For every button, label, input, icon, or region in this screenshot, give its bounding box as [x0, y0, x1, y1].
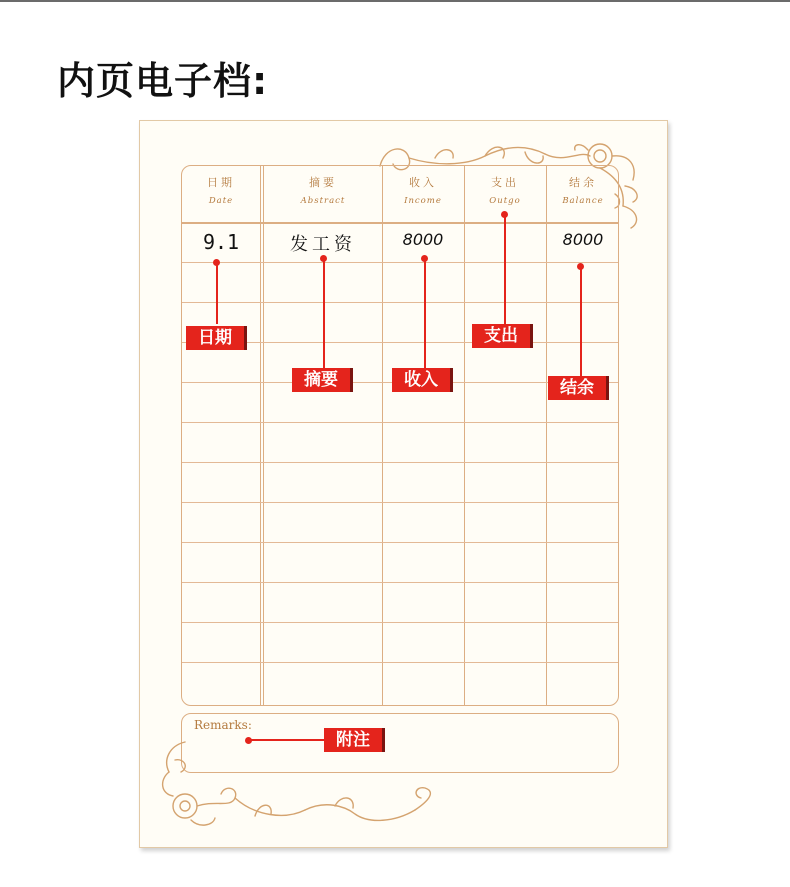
callout-outgo: 支出 — [472, 324, 530, 348]
callout-line — [504, 214, 506, 324]
column-header-en: Balance — [562, 196, 604, 206]
ledger-sheet — [139, 120, 668, 848]
remarks-label: Remarks: — [194, 718, 252, 732]
callout-line — [248, 739, 324, 741]
row-divider — [182, 262, 618, 263]
row-divider — [182, 462, 618, 463]
callout-line — [424, 258, 426, 368]
callout-abstract: 摘要 — [292, 368, 350, 392]
callout-date: 日期 — [186, 326, 244, 350]
row-divider — [182, 342, 618, 343]
callout-balance: 结余 — [548, 376, 606, 400]
column-header-balance — [546, 174, 619, 206]
column-header-zh: 结余 — [569, 176, 597, 189]
callout-line — [580, 266, 582, 376]
row-divider — [182, 302, 618, 303]
callout-income: 收入 — [392, 368, 450, 392]
column-header-zh: 日期 — [207, 176, 235, 189]
column-divider — [464, 166, 465, 705]
column-header-zh: 摘要 — [309, 176, 337, 189]
header-divider — [182, 222, 618, 224]
callout-line — [323, 258, 325, 368]
entry-date: 9.1 — [202, 230, 240, 254]
callout-remarks: 附注 — [324, 728, 382, 752]
column-header-zh: 收入 — [409, 176, 437, 189]
page-title: 内页电子档: — [57, 59, 269, 103]
column-header-zh: 支出 — [491, 176, 519, 189]
row-divider — [182, 662, 618, 663]
entry-balance: 8000 — [562, 230, 604, 249]
column-header-outgo — [464, 174, 546, 206]
corner-flourish-ornament — [155, 736, 440, 831]
column-header-en: Abstract — [300, 196, 346, 206]
column-header-en: Income — [404, 196, 442, 206]
row-divider — [182, 622, 618, 623]
column-header-date — [182, 174, 260, 206]
entry-income: 8000 — [402, 230, 444, 249]
column-header-en: Date — [208, 196, 234, 206]
entry-abstract: 发工资 — [290, 234, 356, 255]
ledger-table — [181, 165, 619, 706]
column-header-income — [382, 174, 464, 206]
row-divider — [182, 502, 618, 503]
row-divider — [182, 422, 618, 423]
top-divider — [0, 0, 790, 2]
callout-line — [216, 262, 218, 324]
column-header-en: Outgo — [489, 196, 521, 206]
column-header-abstract — [264, 174, 382, 206]
row-divider — [182, 542, 618, 543]
row-divider — [182, 582, 618, 583]
